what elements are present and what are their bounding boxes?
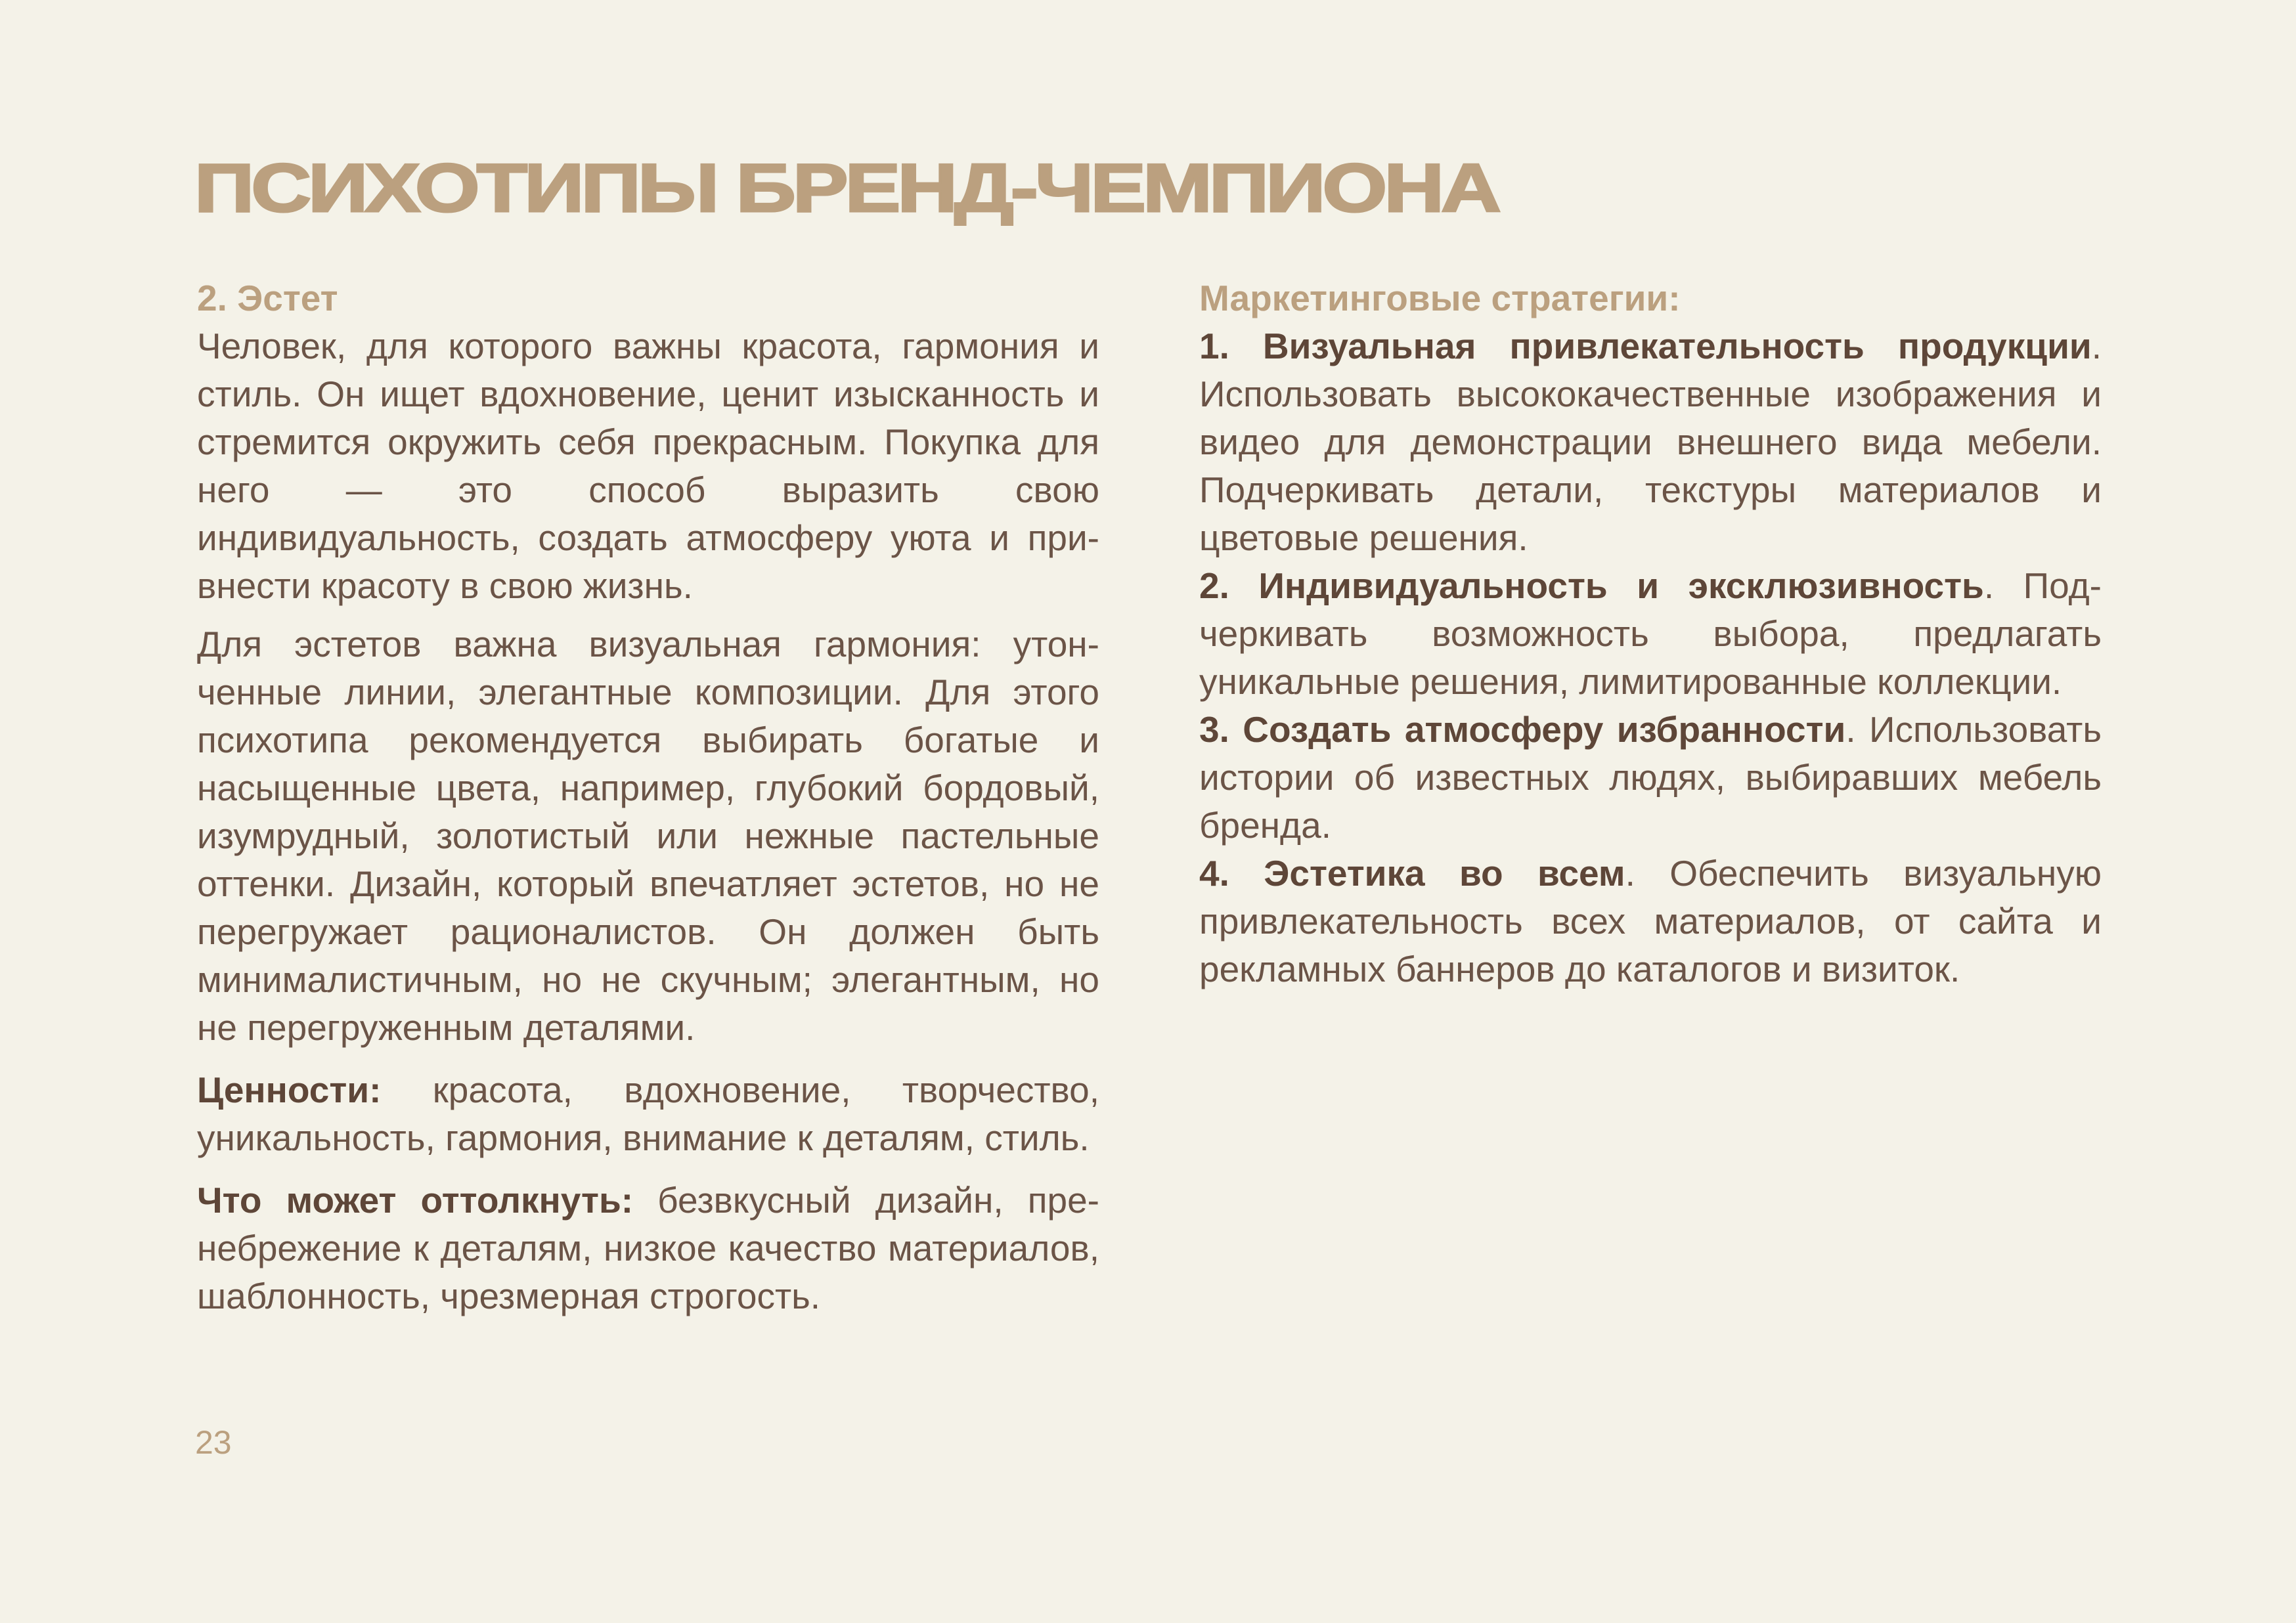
strategy-text: . Использовать высококачественные изображения и видео для демонстрации внешнего вида мебели. Подчеркивать детали, текстуры материалов и цветовые решения. bbox=[1199, 326, 2102, 558]
left-column bbox=[197, 274, 1099, 1320]
strategy-title: 4. Эстетика во всем bbox=[1199, 853, 1625, 894]
strategy-item bbox=[1199, 850, 2102, 993]
strategy-text: . Подчеркивать возможность выбора, предлагать уникальные решения, лимитированные коллекции. bbox=[1199, 565, 2102, 702]
repel-label: Что может оттолкнуть: bbox=[197, 1180, 634, 1221]
design-paragraph: Для эстетов важна визуальная гармония: утонченные линии, элегантные композиции. Для этого психотипа рекомендуется выбирать богатые и насыщенные цвета, например, глубокий бордовый, изумрудный, золотистый или нежные пастельные оттенки. Дизайн, который впечатляет эстетов, но не перегружает рационалистов. Он должен быть минималистичным, но не скучным; элегантным, но не перегруженным деталями. bbox=[197, 624, 1099, 1048]
strategy-item bbox=[1199, 562, 2102, 706]
strategy-text: . Обеспечить визуальную привлекательность всех материалов, от сайта и рекламных баннеров до каталогов и визиток. bbox=[1199, 853, 2102, 989]
strategy-title: 3. Создать атмосферу избранности bbox=[1199, 709, 1846, 750]
page-title: ПСИХОТИПЫ БРЕНД-ЧЕМПИОНА bbox=[194, 150, 1498, 227]
strategy-text: . Использовать истории об известных людях, выбиравших мебель бренда. bbox=[1199, 709, 2102, 846]
strategy-item bbox=[1199, 706, 2102, 850]
right-column bbox=[1199, 274, 2102, 993]
page-number: 23 bbox=[195, 1424, 232, 1461]
description-paragraph: Человек, для которого важны красота, гармония и стиль. Он ищет вдохновение, ценит изысканность и стремится окружить себя прекрасным. Покупка для него — это способ выразить свою индивидуальность, создать атмосферу уюта и привнести красоту в свою жизнь. bbox=[197, 326, 1099, 606]
strategy-item bbox=[1199, 322, 2102, 562]
strategy-title: 1. Визуальная привлекательность продукции bbox=[1199, 326, 2092, 366]
repel-text: безвкусный дизайн, пренебрежение к деталям, низкое качество материалов, шаблонность, чрезмерная строгость. bbox=[197, 1180, 1099, 1316]
psychotype-heading: 2. Эстет bbox=[197, 278, 338, 318]
strategies-heading: Маркетинговые стратегии: bbox=[1199, 278, 1681, 318]
repel-paragraph bbox=[197, 1177, 1099, 1320]
values-paragraph bbox=[197, 1066, 1099, 1162]
strategy-title: 2. Индивидуальность и эксклюзивность bbox=[1199, 565, 1984, 606]
values-text: красота, вдохновение, творчество, уникальность, гармония, внимание к деталям, стиль. bbox=[197, 1070, 1099, 1158]
values-label: Ценности: bbox=[197, 1070, 382, 1110]
